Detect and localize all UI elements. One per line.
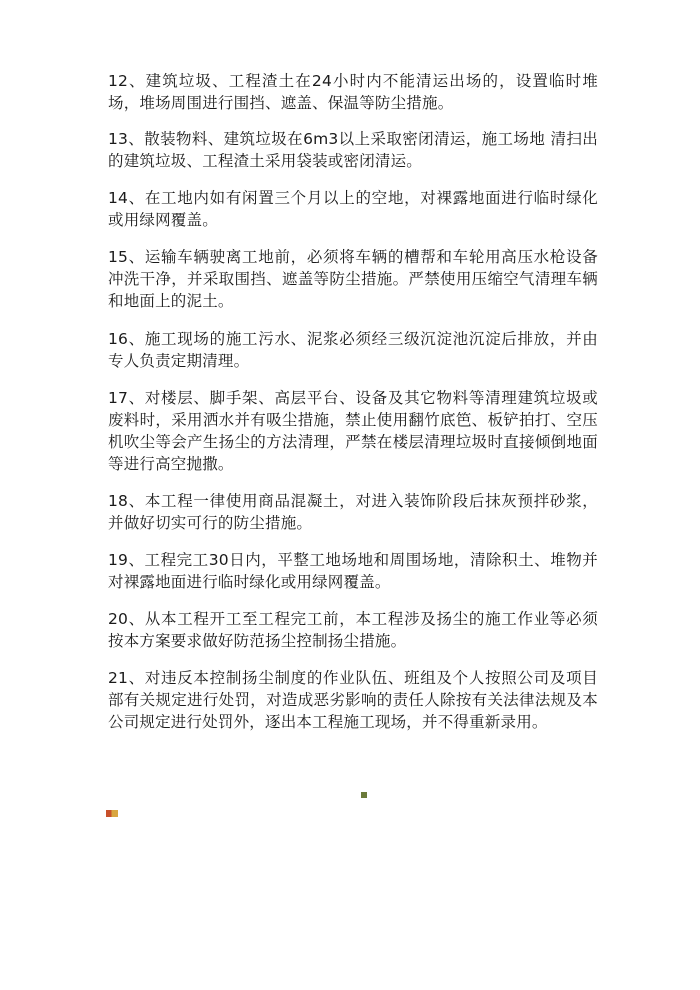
- paragraph-14: 14、在工地内如有闲置三个月以上的空地，对裸露地面进行临时绿化或用绿网覆盖。: [108, 189, 598, 229]
- paragraph-13: 13、散装物料、建筑垃圾在6m3以上采取密闭清运，施工场地 清扫出的建筑垃圾、工程渣土采用袋装或密闭清运。: [108, 130, 598, 170]
- paragraph-17: 17、对楼层、脚手架、高层平台、设备及其它物料等清理建筑垃圾或废料时，采用洒水并有吸尘措施，禁止使用翻竹底笆、板铲拍打、空压机吹尘等会产生扬尘的方法清理，严禁在楼层清理垃圾时直接倾倒地面等进行高空抛撒。: [108, 389, 598, 473]
- paragraph-18: 18、本工程一律使用商品混凝土，对进入装饰阶段后抹灰预拌砂浆，并做好切实可行的防尘措施。: [108, 492, 598, 532]
- paragraph-19: 19、工程完工30日内，平整工地场地和周围场地，清除积土、堆物并对裸露地面进行临时绿化或用绿网覆盖。: [108, 551, 598, 591]
- paragraph-21: 21、对违反本控制扬尘制度的作业队伍、班组及个人按照公司及项目部有关规定进行处罚，对造成恶劣影响的责任人除按有关法律法规及本公司规定进行处罚外，逐出本工程施工现场，并不得重新录用。: [108, 669, 598, 731]
- small-image-fragment-icon: [106, 810, 118, 817]
- paragraph-20: 20、从本工程开工至工程完工前，本工程涉及扬尘的施工作业等必须按本方案要求做好防范扬尘控制扬尘措施。: [108, 610, 598, 650]
- small-image-mark-icon: [361, 792, 367, 798]
- paragraph-16: 16、施工现场的施工污水、泥浆必须经三级沉淀池沉淀后排放，并由专人负责定期清理。: [108, 330, 598, 370]
- paragraph-15: 15、运输车辆驶离工地前，必须将车辆的槽帮和车轮用高压水枪设备冲洗干净，并采取围挡、遮盖等防尘措施。严禁使用压缩空气清理车辆和地面上的泥土。: [108, 248, 598, 310]
- paragraph-12: 12、建筑垃圾、工程渣土在24小时内不能清运出场的，设置临时堆场，堆场周围进行围挡、遮盖、保温等防尘措施。: [108, 72, 598, 112]
